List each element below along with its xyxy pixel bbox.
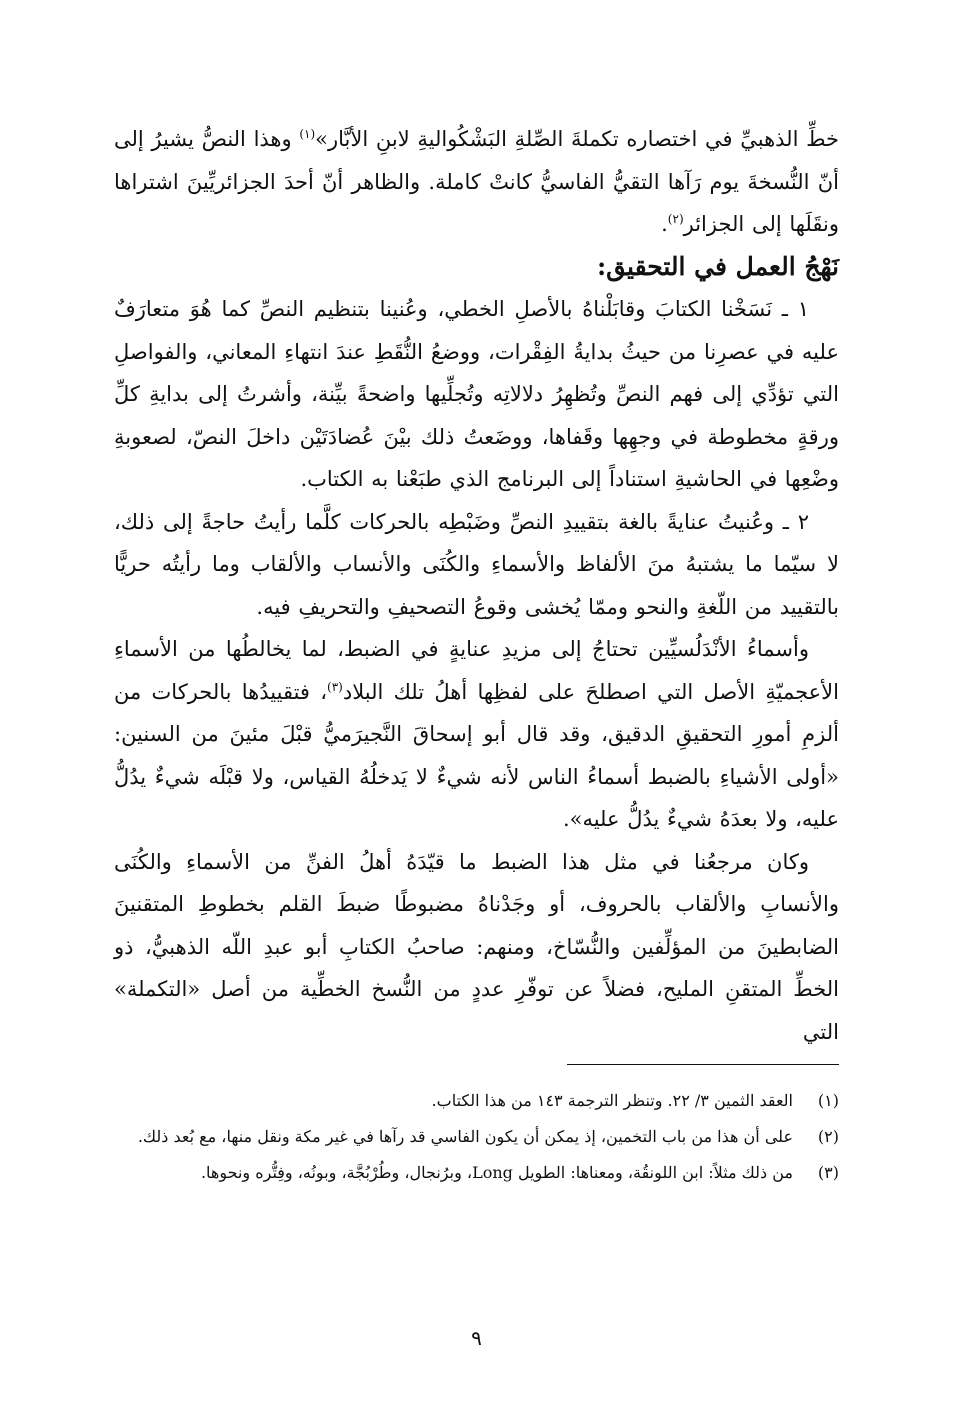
page-number: ٩: [471, 1326, 482, 1350]
footnotes: [114, 1086, 839, 1194]
footnote-number: (٢): [817, 1127, 839, 1146]
main-text: [114, 118, 839, 1053]
reference-paragraph: وكان مرجعُنا في مثل هذا الضبط ما قيّدَهُ أهلُ الفنِّ من الأسماءِ والكُنَى والأنسابِ والألقاب بالحروف، أو وجَدْناهُ مضبوطًا ضبطَ القلم بخطوطِ المتقنينَ الضابطينَ من المؤلِّفين والنُّسّاخ، ومنهم: صاحبُ الكتابِ أبو عبدِ اللّه الذهبيُّ، ذو الخطِّ المتقنِ المليح، فضلاً عن توفّرِ عددٍ من النُّسخ الخطِّية من أصل «التكملة» التي: [114, 849, 839, 1044]
footnote-number: (٣): [817, 1163, 839, 1182]
intro-paragraph: خطِّ الذهبيِّ في اختصاره تكملةَ الصِّلةِ البَشْكُواليةِ لابنِ الأبَّار»$^{(١)}$ وهذا النصُّ يشيرُ إلى أنّ النُّسخةَ يوم رَآها التقيُّ الفاسيُّ كانتْ كاملة. والظاهر أنّ أحدَ الجزائريِّينَ اشتراها ونقَلَها إلى الجزائر$^{(٢)}$.: [114, 127, 839, 236]
andalusian-names-paragraph: وأسماءُ الأنْدَلُسيِّين تحتاجُ إلى مزيدِ عنايةٍ في الضبط، لما يخالطُها من الأسماءِ الأعجميّةِ الأصل التي اصطلحَ على لفظِها أهلُ تلك البلاد$^{(٣)}$، فتقييدُها بالحركات من ألزمِ أمورِ التحقيقِ الدقيق، وقد قال أبو إسحاقَ النَّجيرَميُّ قبْلَ مئينَ من السنين: «أولى الأشياءِ بالضبط أسماءُ الناس لأنه شيءٌ لا يَدخلُهُ القياس، ولا قبْلَه شيءٌ يدُلُّ عليه، ولا بعدَهُ شيءٌ يدُلُّ عليه».: [114, 637, 839, 831]
footnote-text: العقد الثمين ٣/ ٢٢. وتنظر الترجمة ١٤٣ من هذا الكتاب.: [431, 1091, 793, 1110]
footnote-ref-3[interactable]: (٣): [327, 679, 343, 694]
method-item-1: ١ ـ نَسَخْنا الكتابَ وقابَلْناهُ بالأصلِ الخطي، وعُنينا بتنظيم النصِّ كما هُوَ متعارَفٌ عليه في عصرِنا من حيثُ بدايةُ الفِقْرات، ووضعُ النُّقَطِ عندَ انتهاءِ المعاني، والفواصلِ التي تؤدِّي إلى فهم النصِّ وتُظهِرُ دلالاتِه وتُجلِّيها واضحةً بيِّنة، وأشرتُ إلى بدايةِ كلِّ ورقةٍ مخطوطة في وجهِها وقَفاها، ووضَعتُ ذلك بيْنَ عُضادَتَيْن داخلَ النصّ، لصعوبةِ وضْعِها في الحاشيةِ استناداً إلى البرنامج الذي طبَعْنا به الكتاب.: [114, 297, 839, 491]
footnote-3: [114, 1158, 839, 1187]
footnote-text: على أن هذا من باب التخمين، إذ يمكن أن يكون الفاسي قد رآها في غير مكة ونقل منها، مع بُعد ذلك.: [137, 1127, 793, 1146]
footnote-divider: [567, 1064, 839, 1065]
footnote-2: [114, 1122, 839, 1151]
section-heading: نَهْجُ العمل في التحقيق:: [596, 251, 839, 281]
method-item-2: ٢ ـ وعُنيتُ عنايةً بالغة بتقييدِ النصِّ وضَبْطِه بالحركات كلَّما رأيتُ حاجةً إلى ذلك، لا سيّما ما يشتبهُ منَ الألفاظ والأسماءِ والكُنَى والأنساب والألقاب وما رأيتُه حريًّا بالتقييد من اللّغةِ والنحو وممّا يُخشى وقوعُ التصحيفِ والتحريفِ فيه.: [114, 509, 839, 619]
footnote-text: من ذلك مثلاً: ابن اللونقُة، ومعناها: الطويل Long، وبرُنجال، وطُرْبُجَّة، وبونُه، وفِتُّره ونحوها.: [200, 1163, 793, 1182]
footnote-ref-2[interactable]: (٢): [667, 212, 684, 226]
footnote-1: [114, 1086, 839, 1115]
footnote-number: (١): [817, 1091, 839, 1110]
footnote-ref-1[interactable]: (١): [299, 127, 316, 141]
